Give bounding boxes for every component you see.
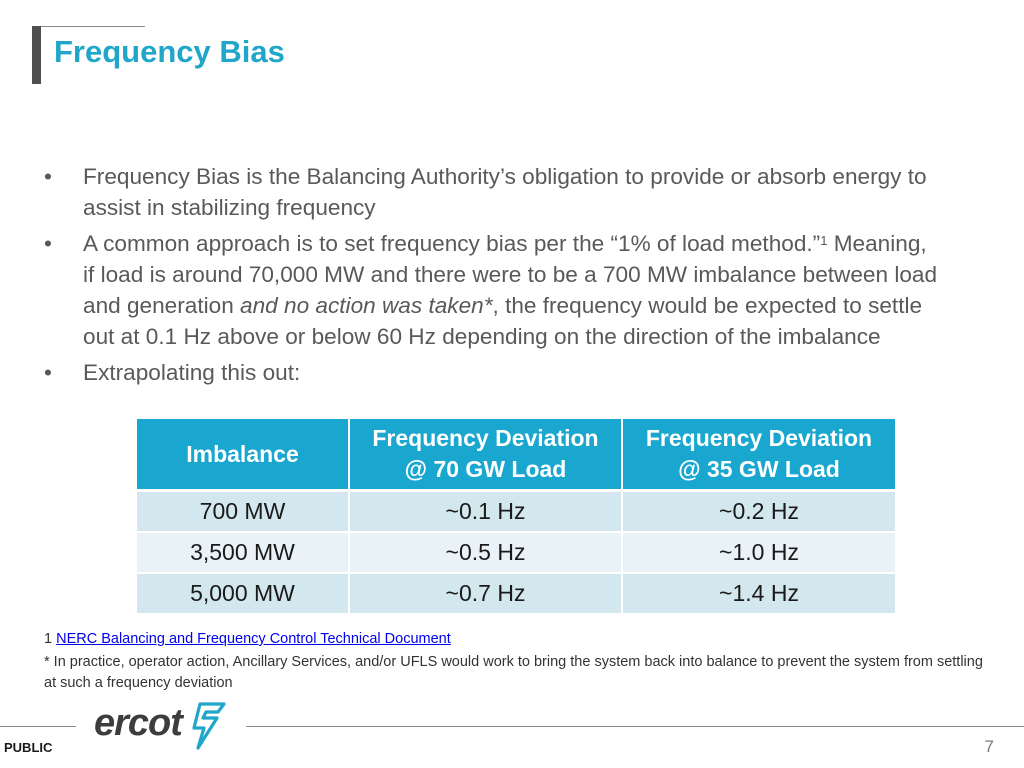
table-cell: ~1.4 Hz (622, 573, 895, 614)
bullet-item (44, 357, 944, 388)
table-cell: ~0.7 Hz (349, 573, 622, 614)
header-line: @ 35 GW Load (678, 456, 840, 482)
header-deviation-35gw (622, 419, 895, 491)
table-cell: ~1.0 Hz (622, 532, 895, 573)
footnotes (44, 629, 984, 696)
imbalance-table (137, 419, 895, 615)
lightning-icon (190, 702, 226, 750)
header-line: Imbalance (186, 440, 299, 467)
table-row (137, 532, 895, 573)
header-line: Frequency Deviation (372, 425, 599, 451)
footnote-ref: 1 (820, 233, 828, 248)
ercot-logo (94, 700, 234, 752)
table-row (137, 573, 895, 614)
bullet-item (44, 161, 944, 223)
slide-title: Frequency Bias (54, 34, 285, 69)
logo-wordmark: ercot (94, 702, 182, 744)
footnote-2: * In practice, operator action, Ancillary Services, and/or UFLS would work to bring the system back into balance to prevent the system from settling at such a frequency deviation (44, 654, 983, 691)
table-cell: 700 MW (137, 491, 349, 533)
bullet-text: A common approach is to set frequency bias per the “1% of load method.” (83, 231, 821, 256)
table-cell: ~0.5 Hz (349, 532, 622, 573)
table-row (137, 491, 895, 533)
bullet-text: Extrapolating this out: (83, 360, 301, 385)
nerc-document-link[interactable]: NERC Balancing and Frequency Control Technical Document (56, 631, 451, 647)
page-number: 7 (984, 737, 994, 756)
footer-rule-right (246, 726, 1024, 727)
header-line: @ 70 GW Load (404, 456, 567, 482)
table-cell: ~0.2 Hz (622, 491, 895, 533)
table-cell: 3,500 MW (137, 532, 349, 573)
bullet-marker: • (44, 231, 52, 256)
footnote-1 (44, 629, 984, 650)
table-cell: ~0.1 Hz (349, 491, 622, 533)
bullet-marker: • (44, 360, 52, 385)
bullet-list (44, 161, 944, 393)
header-imbalance (137, 419, 349, 491)
bullet-text: Frequency Bias is the Balancing Authority’s obligation to provide or absorb energy to assist in stabilizing frequency (83, 164, 927, 220)
bullet-marker: • (44, 164, 52, 189)
table-cell: 5,000 MW (137, 573, 349, 614)
header-line: Frequency Deviation (645, 425, 873, 451)
bullet-text-continued: Meaning, if load is around 70,000 MW and there were to be a 700 MW imbalance between load and generation (83, 231, 938, 318)
footer-rule-left (0, 726, 76, 727)
footnote-number: 1 (44, 631, 53, 647)
title-rule (41, 26, 145, 27)
bullet-text-end: , the frequency would be expected to settle out at 0.1 Hz above or below 60 Hz depending on the direction of the imbalance (83, 293, 923, 349)
table-header-row (137, 419, 895, 491)
title-accent-bar (32, 26, 41, 84)
classification-label: PUBLIC (4, 740, 53, 755)
header-deviation-70gw (349, 419, 622, 491)
bullet-text-italic: and no action was taken* (240, 293, 493, 318)
bullet-item (44, 228, 944, 352)
